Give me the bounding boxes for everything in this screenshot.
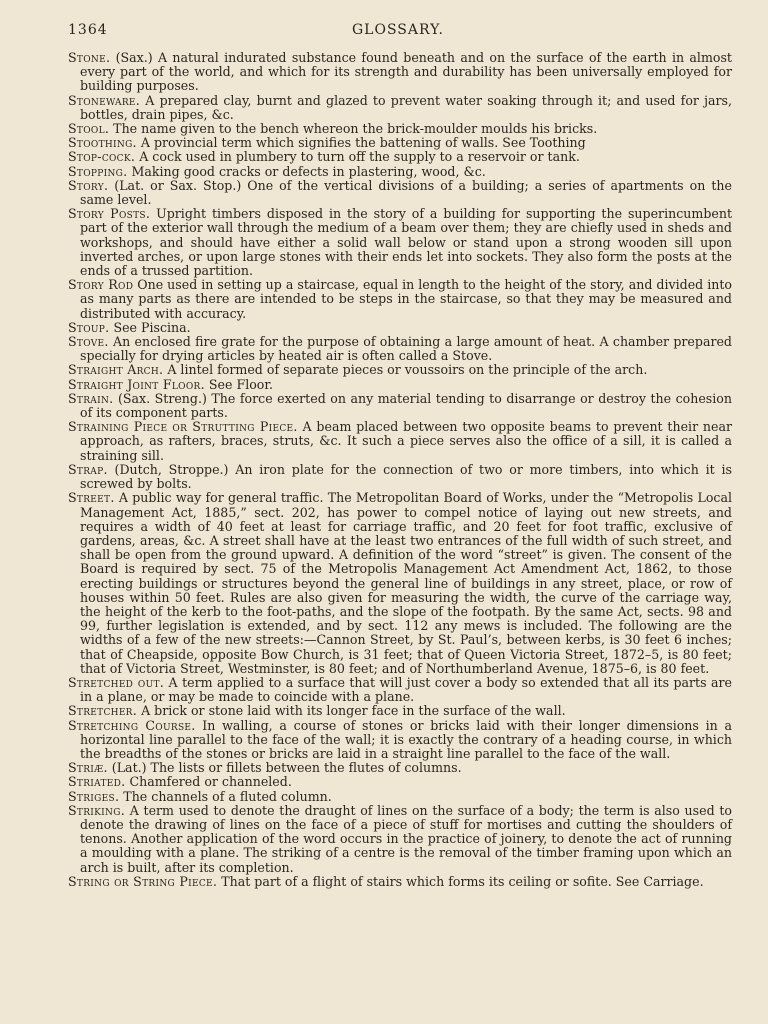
entry-definition: A lintel formed of separate pieces or voussoirs on the principle of the arch. — [163, 362, 648, 378]
entry-term: Strain. — [68, 390, 114, 406]
entry-definition: (Lat.) The lists or fillets between the flutes of columns. — [107, 760, 462, 776]
glossary-entry — [68, 335, 732, 363]
entry-definition: See Piscina. — [109, 319, 191, 335]
entry-term: Striges. — [68, 788, 120, 804]
glossary-entry — [68, 775, 732, 789]
entry-term: Stop-cock. — [68, 149, 136, 165]
entry-definition: A provincial term which signifies the battening of walls. See Toothing — [136, 135, 586, 151]
entry-definition: Chamfered or channeled. — [125, 774, 292, 790]
entry-term: Story. — [68, 177, 109, 193]
entry-definition: A beam placed between two opposite beams to prevent their near approach, as rafters, braces, struts, &c. It such a piece serves also the office of a sill, it is called a straining sill. — [80, 419, 732, 463]
entry-term: Straight Joint Floor. — [68, 376, 205, 392]
entry-term: Stone. — [68, 50, 111, 65]
glossary-entry — [68, 165, 732, 179]
entry-definition: An enclosed fire grate for the purpose of obtaining a large amount of heat. A chamber prepared specially for drying articles by heated air is often called a Stove. — [80, 334, 732, 364]
glossary-entry — [68, 719, 732, 762]
page-header — [68, 22, 728, 42]
entry-term: Striking. — [68, 802, 126, 818]
glossary-entry — [68, 704, 732, 718]
entry-definition: A prepared clay, burnt and glazed to prevent water soaking through it; and used for jars, bottles, drain pipes, &c. — [80, 92, 732, 122]
entry-term: String or String Piece. — [68, 873, 218, 889]
entry-term: Straining Piece or Strutting Piece. — [68, 419, 298, 435]
glossary-entry — [68, 122, 732, 136]
glossary-entry — [68, 392, 732, 420]
entry-term: Strap. — [68, 461, 108, 477]
entry-definition: A public way for general traffic. The Metropolitan Board of Works, under the “Metropolis Local Management Act, 1885,” sect. 202, has power to compel notice of laying out new streets, and requires a width of 40 feet at least for carriage traffic, and 20 feet for foot traffic, exclusive of gardens, areas, &c. A street shall have at the least two entrances of the full width of such street, and shall be open from the ground upward. A definition of the word “street” is given. The consent of the Board is required by sect. 75 of the Metropolis Management Act Amendment Act, 1862, to those erecting buildings or structures beyond the general line of buildings in any street, place, or row of houses within 50 feet. Rules are also given for measuring the width, the curve of the carriage way, the height of the kerb to the foot-paths, and the slope of the footpath. By the same Act, sects. 98 and 99, further legislation is extended, and by sect. 112 any mews is included. The following are the widths of a few of the new streets:—Cannon Street, by St. Paul’s, between kerbs, is 30 feet 6 inches; that of Cheapside, opposite Bow Church, is 31 feet; that of Queen Victoria Street, 1872–5, is 80 feet; that of Victoria Street, Westminster, is 80 feet; and of Northumberland Avenue, 1875–6, is 80 feet. — [80, 490, 732, 676]
entry-definition: (Sax. Streng.) The force exerted on any material tending to disarrange or destroy the cohesion of its component parts. — [80, 390, 732, 421]
entry-definition: Making good cracks or defects in plastering, wood, &c. — [127, 163, 486, 179]
entry-definition: A term applied to a surface that will just cover a body so extended that all its parts are in a plane, or may be made to coincide with a plane. — [80, 674, 732, 705]
glossary-entry — [68, 278, 732, 321]
glossary-entry — [68, 321, 732, 335]
entry-definition: (Sax.) A natural indurated substance found beneath and on the surface of the earth in almost every part of the world, and which for its strength and durability has been universally employed for building purposes. — [80, 50, 732, 94]
entry-definition: One used in setting up a staircase, equal in length to the height of the story, and divided into as many parts as there are intended to be steps in the staircase, so that they may be measured and distributed with accuracy. — [80, 277, 732, 321]
glossary-entries — [68, 51, 732, 889]
glossary-entry — [68, 136, 732, 150]
page-title: GLOSSARY. — [351, 22, 444, 38]
glossary-entry — [68, 420, 732, 463]
glossary-entry — [68, 150, 732, 164]
entry-definition: Upright timbers disposed in the story of a building for supporting the superincumbent part of the exterior wall through the medium of a beam over them; they are chiefly used in sheds and workshops, and should have either a solid wall below or stand upon a strong wooden sill upon inverted arches, or upon large stones with their ends let into sockets. They also form the posts at the ends of a trussed partition. — [80, 206, 733, 279]
glossary-entry — [68, 363, 732, 377]
glossary-entry — [68, 51, 732, 94]
entry-definition: A term used to denote the draught of lines on the surface of a body; the term is also used to denote the drawing of lines on the face of a piece of stuff for mortises and cutting the shoulders of tenons. Another application of the word occurs in the practice of joinery, to denote the act of running a moulding with a plane. The striking of a centre is the removal of the timber framing upon which an arch is built, after its completion. — [80, 802, 732, 875]
entry-term: Stretching Course. — [68, 717, 196, 733]
entry-term: Stool. — [68, 121, 110, 137]
entry-definition: That part of a flight of stairs which forms its ceiling or sofite. See Carriage. — [217, 873, 704, 889]
entry-term: Story Rod — [68, 277, 134, 293]
entry-term: Stretcher. — [68, 703, 138, 719]
entry-term: Striæ. — [68, 760, 108, 776]
glossary-entry — [68, 179, 732, 207]
glossary-entry — [68, 378, 732, 392]
entry-definition: A cock used in plumbery to turn off the supply to a reservoir or tank. — [135, 149, 580, 165]
glossary-entry — [68, 463, 732, 491]
entry-term: Stretched out. — [68, 674, 165, 690]
glossary-entry — [68, 207, 732, 278]
entry-definition: The channels of a fluted column. — [119, 788, 332, 804]
entry-term: Street. — [68, 490, 115, 506]
entry-term: Stove. — [68, 334, 109, 350]
glossary-entry — [68, 676, 732, 704]
entry-definition: (Dutch, Stroppe.) An iron plate for the connection of two or more timbers, into which it is screwed by bolts. — [80, 461, 732, 492]
page-number: 1364 — [68, 22, 108, 38]
glossary-entry — [68, 761, 732, 775]
glossary-entry — [68, 790, 732, 804]
glossary-entry — [68, 875, 732, 889]
entry-term: Stoneware. — [68, 92, 141, 108]
entry-definition: See Floor. — [204, 376, 274, 392]
glossary-entry — [68, 491, 732, 676]
entry-term: Stoup. — [68, 319, 110, 335]
glossary-entry — [68, 94, 732, 122]
entry-term: Stoothing. — [68, 135, 137, 151]
entry-definition: In walling, a course of stones or bricks laid with their longer dimensions in a horizontal line parallel to the face of the wall; it is exactly the contrary of a heading course, in which the breadths of the stones or bricks are laid in a straight line parallel to the face of the wall. — [80, 717, 732, 761]
entry-definition: The name given to the bench whereon the brick-moulder moulds his bricks. — [109, 121, 598, 137]
entry-definition: (Lat. or Sax. Stop.) One of the vertical divisions of a building; a series of apartments on the same level. — [80, 177, 732, 208]
entry-term: Story Posts. — [68, 206, 151, 222]
entry-term: Straight Arch. — [68, 362, 164, 378]
entry-term: Striated. — [68, 774, 126, 790]
entry-definition: A brick or stone laid with its longer face in the surface of the wall. — [137, 703, 566, 719]
entry-term: Stopping. — [68, 163, 128, 179]
glossary-entry — [68, 804, 732, 875]
